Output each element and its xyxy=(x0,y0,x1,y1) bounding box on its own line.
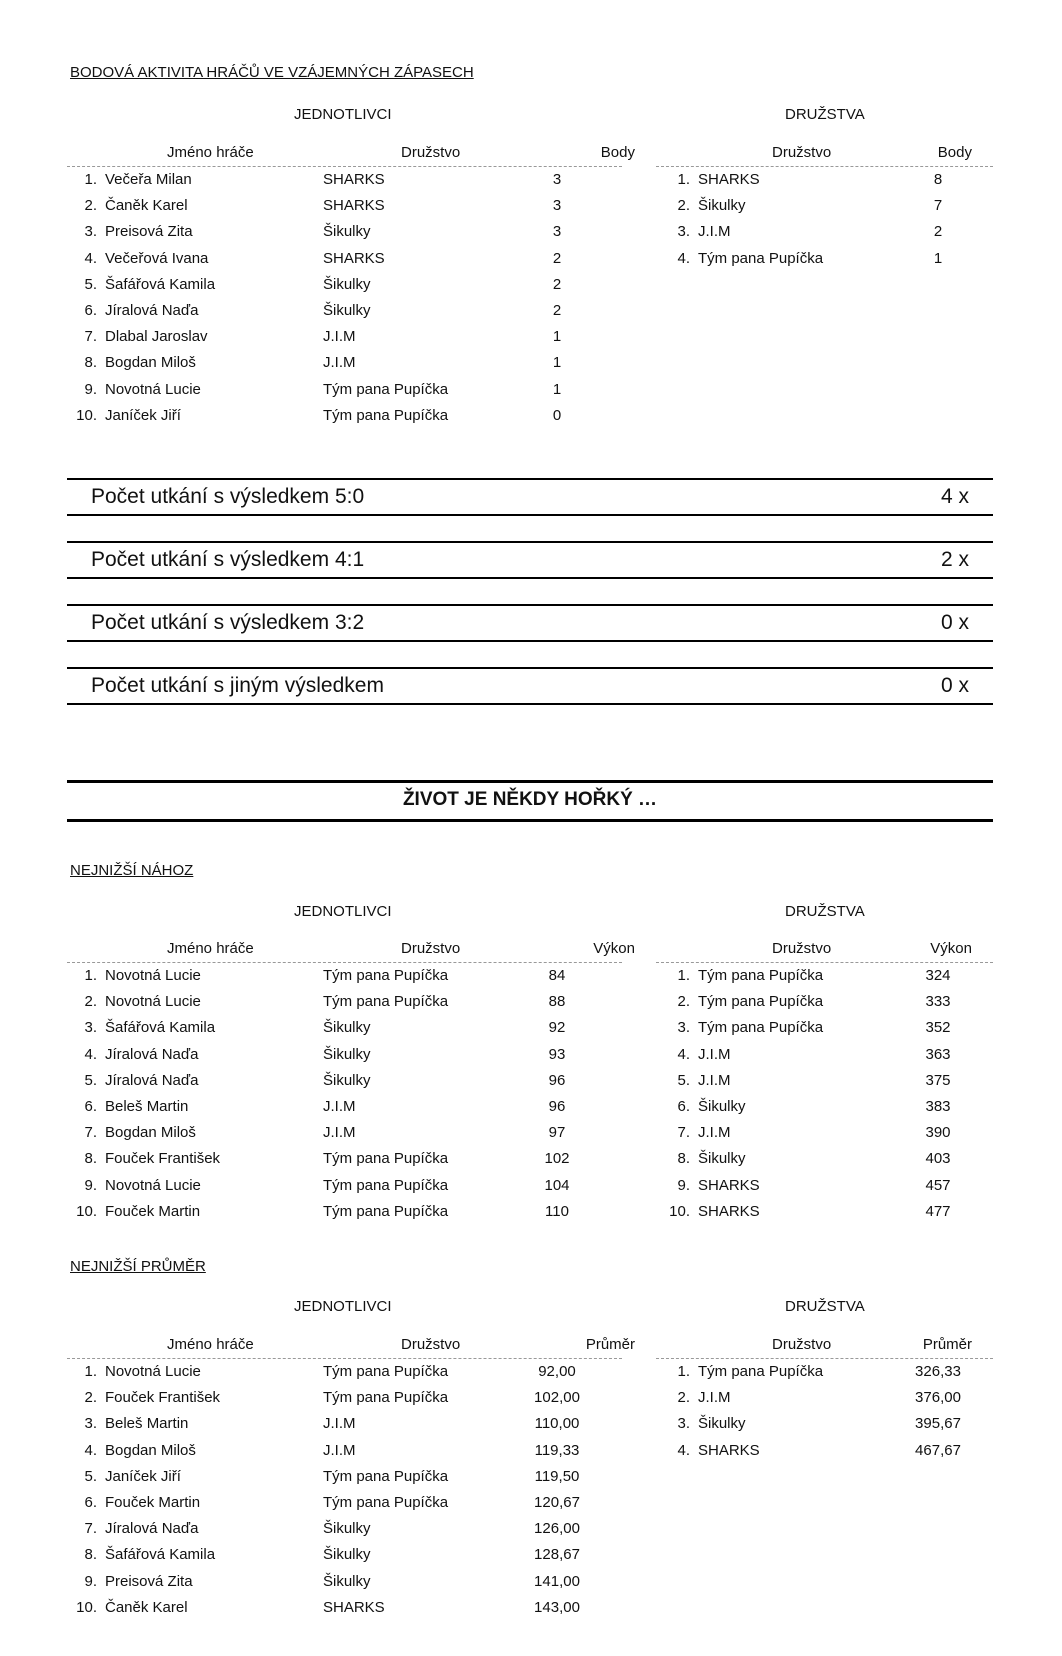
row-rank: 5. xyxy=(677,1071,690,1089)
table-row xyxy=(656,963,993,989)
row-rank: 9. xyxy=(84,1572,97,1590)
table-row xyxy=(67,1411,622,1437)
row-team: SHARKS xyxy=(698,1441,760,1459)
row-value: 120,67 xyxy=(534,1493,580,1511)
row-player-name: Bogdan Miloš xyxy=(105,354,196,372)
table-row xyxy=(67,1464,622,1490)
table-row xyxy=(656,1068,993,1094)
table-row xyxy=(67,989,622,1015)
table-row xyxy=(67,1438,622,1464)
teams-label: DRUŽSTVA xyxy=(785,106,865,123)
row-rank: 8. xyxy=(84,1546,97,1564)
row-team: Šikulky xyxy=(323,275,371,293)
result-bar-4-1 xyxy=(67,541,993,579)
row-rank: 6. xyxy=(84,1097,97,1115)
row-rank: 9. xyxy=(677,1176,690,1194)
row-value: 375 xyxy=(925,1071,951,1089)
row-value: 333 xyxy=(925,993,951,1011)
header-team: Družstvo xyxy=(772,144,832,161)
row-rank: 9. xyxy=(84,380,97,398)
row-player-name: Večeřa Milan xyxy=(105,171,192,188)
table-row xyxy=(656,989,993,1015)
table-row xyxy=(656,1385,993,1411)
header-name: Jméno hráče xyxy=(167,144,254,161)
result-count: 0 x xyxy=(940,611,969,634)
header-team: Družstvo xyxy=(401,1336,461,1353)
individuals-table-lowest-throw xyxy=(67,936,635,1225)
header-team: Družstvo xyxy=(772,940,832,957)
row-team: Tým pana Pupíčka xyxy=(323,1493,449,1511)
row-rank: 1. xyxy=(84,171,97,188)
table-header xyxy=(656,936,993,963)
table-header xyxy=(67,1332,635,1359)
header-value: Body xyxy=(937,144,972,161)
row-rank: 5. xyxy=(84,1467,97,1485)
row-team: Šikulky xyxy=(698,1415,746,1433)
row-rank: 3. xyxy=(84,223,97,241)
table-row xyxy=(67,1120,622,1146)
row-value: 2 xyxy=(552,275,562,293)
row-player-name: Preisová Zita xyxy=(105,223,193,241)
banner-text: ŽIVOT JE NĚKDY HOŘKÝ … xyxy=(402,789,658,810)
row-rank: 3. xyxy=(677,223,690,241)
row-value: 324 xyxy=(925,967,951,984)
row-rank: 2. xyxy=(84,993,97,1011)
individuals-table-lowest-average xyxy=(67,1332,635,1621)
row-rank: 6. xyxy=(84,1493,97,1511)
row-player-name: Fouček František xyxy=(105,1150,221,1168)
row-rank: 10. xyxy=(76,1598,97,1616)
row-value: 84 xyxy=(548,967,566,984)
table-row xyxy=(67,167,622,193)
row-player-name: Beleš Martin xyxy=(105,1415,189,1433)
row-player-name: Dlabal Jaroslav xyxy=(105,328,208,346)
row-player-name: Novotná Lucie xyxy=(105,380,201,398)
row-rank: 10. xyxy=(76,406,97,424)
row-team: J.I.M xyxy=(698,1045,731,1063)
row-value: 383 xyxy=(925,1097,951,1115)
row-value: 403 xyxy=(925,1150,951,1168)
teams-label: DRUŽSTVA xyxy=(785,1298,865,1315)
teams-table-lowest-throw xyxy=(656,936,993,1225)
row-value: 96 xyxy=(548,1097,566,1115)
row-team: SHARKS xyxy=(698,1176,760,1194)
row-value: 326,33 xyxy=(915,1363,961,1380)
row-team: Tým pana Pupíčka xyxy=(323,1150,449,1168)
row-rank: 1. xyxy=(677,967,690,984)
section-title-lowest-average: NEJNIŽŠÍ PRŮMĚR xyxy=(70,1258,206,1275)
header-name: Jméno hráče xyxy=(167,1336,254,1353)
table-row xyxy=(67,1146,622,1172)
table-row xyxy=(67,298,622,324)
row-rank: 10. xyxy=(76,1202,97,1220)
row-player-name: Janíček Jiří xyxy=(105,406,181,424)
row-value: 2 xyxy=(933,223,943,241)
row-rank: 2. xyxy=(84,197,97,215)
row-team: Tým pana Pupíčka xyxy=(323,1467,449,1485)
row-rank: 8. xyxy=(84,1150,97,1168)
header-value: Výkon xyxy=(930,940,972,957)
row-rank: 3. xyxy=(677,1019,690,1037)
table-row xyxy=(67,1569,622,1595)
row-rank: 6. xyxy=(84,301,97,319)
row-value: 376,00 xyxy=(915,1389,961,1407)
table-row xyxy=(67,1015,622,1041)
row-player-name: Večeřová Ivana xyxy=(105,249,209,267)
header-value: Body xyxy=(600,144,635,161)
table-row xyxy=(67,377,622,403)
row-team: Tým pana Pupíčka xyxy=(323,993,449,1011)
row-value: 141,00 xyxy=(534,1572,580,1590)
row-value: 0 xyxy=(552,406,562,424)
row-player-name: Beleš Martin xyxy=(105,1097,189,1115)
row-value: 2 xyxy=(552,301,562,319)
row-rank: 9. xyxy=(84,1176,97,1194)
row-rank: 4. xyxy=(84,1045,97,1063)
row-player-name: Jíralová Naďa xyxy=(105,1071,199,1089)
row-team: Tým pana Pupíčka xyxy=(323,1202,449,1220)
table-header xyxy=(656,140,993,167)
section-title-points: BODOVÁ AKTIVITA HRÁČŮ VE VZÁJEMNÝCH ZÁPASECH xyxy=(70,64,474,81)
table-row xyxy=(67,1173,622,1199)
row-team: J.I.M xyxy=(698,1124,731,1142)
table-row xyxy=(656,246,993,272)
table-row xyxy=(656,1199,993,1225)
result-label: Počet utkání s výsledkem 5:0 xyxy=(91,485,365,508)
row-value: 110 xyxy=(545,1202,569,1220)
table-row xyxy=(67,324,622,350)
row-team: Tým pana Pupíčka xyxy=(698,993,824,1011)
row-rank: 1. xyxy=(677,1363,690,1380)
table-row xyxy=(67,1385,622,1411)
result-label: Počet utkání s výsledkem 3:2 xyxy=(91,611,365,634)
row-team: Šikulky xyxy=(323,1572,371,1590)
table-row xyxy=(67,1068,622,1094)
row-value: 143,00 xyxy=(534,1598,580,1616)
row-player-name: Šafářová Kamila xyxy=(105,1546,216,1564)
row-team: J.I.M xyxy=(323,328,356,346)
row-rank: 10. xyxy=(669,1202,690,1220)
row-team: J.I.M xyxy=(323,1441,356,1459)
row-team: Šikulky xyxy=(698,1097,746,1115)
row-team: Tým pana Pupíčka xyxy=(323,1389,449,1407)
result-count: 4 x xyxy=(940,485,969,508)
row-player-name: Jíralová Naďa xyxy=(105,1045,199,1063)
row-player-name: Novotná Lucie xyxy=(105,1363,201,1380)
teams-table-points xyxy=(656,140,993,272)
row-value: 467,67 xyxy=(915,1441,961,1459)
row-rank: 3. xyxy=(84,1019,97,1037)
row-team: Tým pana Pupíčka xyxy=(323,1176,449,1194)
header-team: Družstvo xyxy=(772,1336,832,1353)
individuals-label: JEDNOTLIVCI xyxy=(294,106,392,123)
table-row xyxy=(656,1042,993,1068)
row-team: Šikulky xyxy=(323,1045,371,1063)
table-row xyxy=(67,1542,622,1568)
row-team: J.I.M xyxy=(698,1071,731,1089)
table-row xyxy=(656,1173,993,1199)
row-rank: 3. xyxy=(677,1415,690,1433)
row-rank: 8. xyxy=(84,354,97,372)
row-value: 1 xyxy=(933,249,943,267)
row-value: 119,33 xyxy=(534,1441,580,1459)
result-label: Počet utkání s výsledkem 4:1 xyxy=(91,548,365,571)
row-team: SHARKS xyxy=(323,249,385,267)
table-header xyxy=(67,936,635,963)
row-rank: 2. xyxy=(677,993,690,1011)
table-row xyxy=(67,1490,622,1516)
table-row xyxy=(656,1359,993,1385)
result-count: 2 x xyxy=(940,548,969,571)
row-team: J.I.M xyxy=(323,1124,356,1142)
row-value: 8 xyxy=(933,171,943,188)
row-value: 110,00 xyxy=(534,1415,580,1433)
row-value: 390 xyxy=(925,1124,951,1142)
row-rank: 5. xyxy=(84,1071,97,1089)
row-rank: 4. xyxy=(677,249,690,267)
row-value: 104 xyxy=(544,1176,570,1194)
header-value: Výkon xyxy=(593,940,635,957)
row-value: 1 xyxy=(552,380,562,398)
row-rank: 2. xyxy=(84,1389,97,1407)
row-rank: 4. xyxy=(677,1045,690,1063)
row-team: SHARKS xyxy=(323,1598,385,1616)
row-value: 119,50 xyxy=(534,1467,580,1485)
row-value: 2 xyxy=(552,249,562,267)
row-rank: 4. xyxy=(84,1441,97,1459)
row-player-name: Preisová Zita xyxy=(105,1572,193,1590)
row-team: SHARKS xyxy=(323,197,385,215)
row-player-name: Čaněk Karel xyxy=(105,1598,188,1616)
row-rank: 3. xyxy=(84,1415,97,1433)
row-team: J.I.M xyxy=(323,1097,356,1115)
row-value: 128,67 xyxy=(534,1546,580,1564)
row-team: J.I.M xyxy=(323,354,356,372)
row-team: Šikulky xyxy=(323,301,371,319)
row-team: Tým pana Pupíčka xyxy=(323,1363,449,1380)
individuals-table-points xyxy=(67,140,635,429)
row-rank: 7. xyxy=(84,1124,97,1142)
row-value: 88 xyxy=(548,993,566,1011)
row-team: Tým pana Pupíčka xyxy=(698,1019,824,1037)
row-value: 3 xyxy=(552,171,562,188)
table-row xyxy=(656,1438,993,1464)
row-team: Šikulky xyxy=(323,1546,371,1564)
header-name: Jméno hráče xyxy=(167,940,254,957)
row-team: Šikulky xyxy=(323,1520,371,1538)
row-value: 96 xyxy=(548,1071,566,1089)
row-player-name: Čaněk Karel xyxy=(105,197,188,215)
row-value: 477 xyxy=(925,1202,951,1220)
row-rank: 4. xyxy=(677,1441,690,1459)
row-value: 1 xyxy=(552,354,562,372)
row-value: 457 xyxy=(925,1176,951,1194)
row-team: SHARKS xyxy=(323,171,385,188)
row-rank: 1. xyxy=(677,171,690,188)
table-row xyxy=(656,167,993,193)
table-row xyxy=(67,1199,622,1225)
row-player-name: Šafářová Kamila xyxy=(105,275,216,293)
table-row xyxy=(67,403,622,429)
table-row xyxy=(67,246,622,272)
row-player-name: Šafářová Kamila xyxy=(105,1019,216,1037)
row-rank: 7. xyxy=(677,1124,690,1142)
table-row xyxy=(67,350,622,376)
table-row xyxy=(67,1516,622,1542)
row-player-name: Jíralová Naďa xyxy=(105,1520,199,1538)
section-title-lowest-throw: NEJNIŽŠÍ NÁHOZ xyxy=(70,862,194,879)
row-team: Tým pana Pupíčka xyxy=(698,249,824,267)
row-team: J.I.M xyxy=(323,1415,356,1433)
row-value: 92,00 xyxy=(538,1363,576,1380)
table-row xyxy=(67,1042,622,1068)
teams-table-lowest-average xyxy=(656,1332,993,1464)
row-rank: 1. xyxy=(84,1363,97,1380)
row-value: 395,67 xyxy=(915,1415,961,1433)
table-row xyxy=(67,963,622,989)
row-team: Šikulky xyxy=(323,1019,371,1037)
row-rank: 8. xyxy=(677,1150,690,1168)
row-team: Tým pana Pupíčka xyxy=(323,380,449,398)
table-row xyxy=(656,1411,993,1437)
header-value: Průměr xyxy=(585,1336,635,1353)
row-team: Tým pana Pupíčka xyxy=(323,967,449,984)
row-player-name: Bogdan Miloš xyxy=(105,1441,196,1459)
row-value: 93 xyxy=(548,1045,566,1063)
table-header xyxy=(656,1332,993,1359)
result-count: 0 x xyxy=(940,674,969,697)
row-team: Tým pana Pupíčka xyxy=(698,967,824,984)
row-value: 102,00 xyxy=(534,1389,580,1407)
row-team: Tým pana Pupíčka xyxy=(698,1363,824,1380)
row-value: 102 xyxy=(544,1150,570,1168)
table-row xyxy=(67,1359,622,1385)
row-value: 97 xyxy=(548,1124,566,1142)
row-team: SHARKS xyxy=(698,171,760,188)
row-team: SHARKS xyxy=(698,1202,760,1220)
row-rank: 5. xyxy=(84,275,97,293)
header-team: Družstvo xyxy=(401,940,461,957)
banner xyxy=(67,780,993,822)
row-player-name: Bogdan Miloš xyxy=(105,1124,196,1142)
table-row xyxy=(656,1094,993,1120)
row-team: J.I.M xyxy=(698,1389,731,1407)
table-row xyxy=(67,1094,622,1120)
row-player-name: Jíralová Naďa xyxy=(105,301,199,319)
teams-label: DRUŽSTVA xyxy=(785,903,865,920)
header-value: Průměr xyxy=(922,1336,972,1353)
result-bar-5-0 xyxy=(67,478,993,516)
row-value: 363 xyxy=(925,1045,951,1063)
row-value: 352 xyxy=(925,1019,951,1037)
row-rank: 1. xyxy=(84,967,97,984)
row-rank: 2. xyxy=(677,1389,690,1407)
table-row xyxy=(67,219,622,245)
table-row xyxy=(67,193,622,219)
row-value: 7 xyxy=(933,197,943,215)
table-row xyxy=(656,1146,993,1172)
table-row xyxy=(656,1015,993,1041)
row-player-name: Novotná Lucie xyxy=(105,967,201,984)
row-value: 126,00 xyxy=(534,1520,580,1538)
row-rank: 2. xyxy=(677,197,690,215)
row-rank: 7. xyxy=(84,1520,97,1538)
header-team: Družstvo xyxy=(401,144,461,161)
row-player-name: Fouček František xyxy=(105,1389,221,1407)
row-value: 3 xyxy=(552,197,562,215)
row-player-name: Fouček Martin xyxy=(105,1202,201,1220)
table-row xyxy=(656,193,993,219)
table-row xyxy=(656,219,993,245)
table-row xyxy=(656,1120,993,1146)
row-value: 92 xyxy=(548,1019,566,1037)
individuals-label: JEDNOTLIVCI xyxy=(294,903,392,920)
table-row xyxy=(67,1595,622,1621)
row-team: Šikulky xyxy=(698,197,746,215)
result-bar-3-2 xyxy=(67,604,993,642)
row-rank: 6. xyxy=(677,1097,690,1115)
row-rank: 7. xyxy=(84,328,97,346)
row-player-name: Fouček Martin xyxy=(105,1493,201,1511)
individuals-label: JEDNOTLIVCI xyxy=(294,1298,392,1315)
row-rank: 4. xyxy=(84,249,97,267)
result-label: Počet utkání s jiným výsledkem xyxy=(91,674,384,697)
row-team: Tým pana Pupíčka xyxy=(323,406,449,424)
row-value: 3 xyxy=(552,223,562,241)
row-team: Šikulky xyxy=(323,1071,371,1089)
row-team: Šikulky xyxy=(323,223,371,241)
table-row xyxy=(67,272,622,298)
row-team: J.I.M xyxy=(698,223,731,241)
result-bar-other xyxy=(67,667,993,705)
row-player-name: Novotná Lucie xyxy=(105,1176,201,1194)
table-header xyxy=(67,140,635,167)
row-value: 1 xyxy=(552,328,562,346)
row-player-name: Novotná Lucie xyxy=(105,993,201,1011)
row-team: Šikulky xyxy=(698,1150,746,1168)
row-player-name: Janíček Jiří xyxy=(105,1467,181,1485)
